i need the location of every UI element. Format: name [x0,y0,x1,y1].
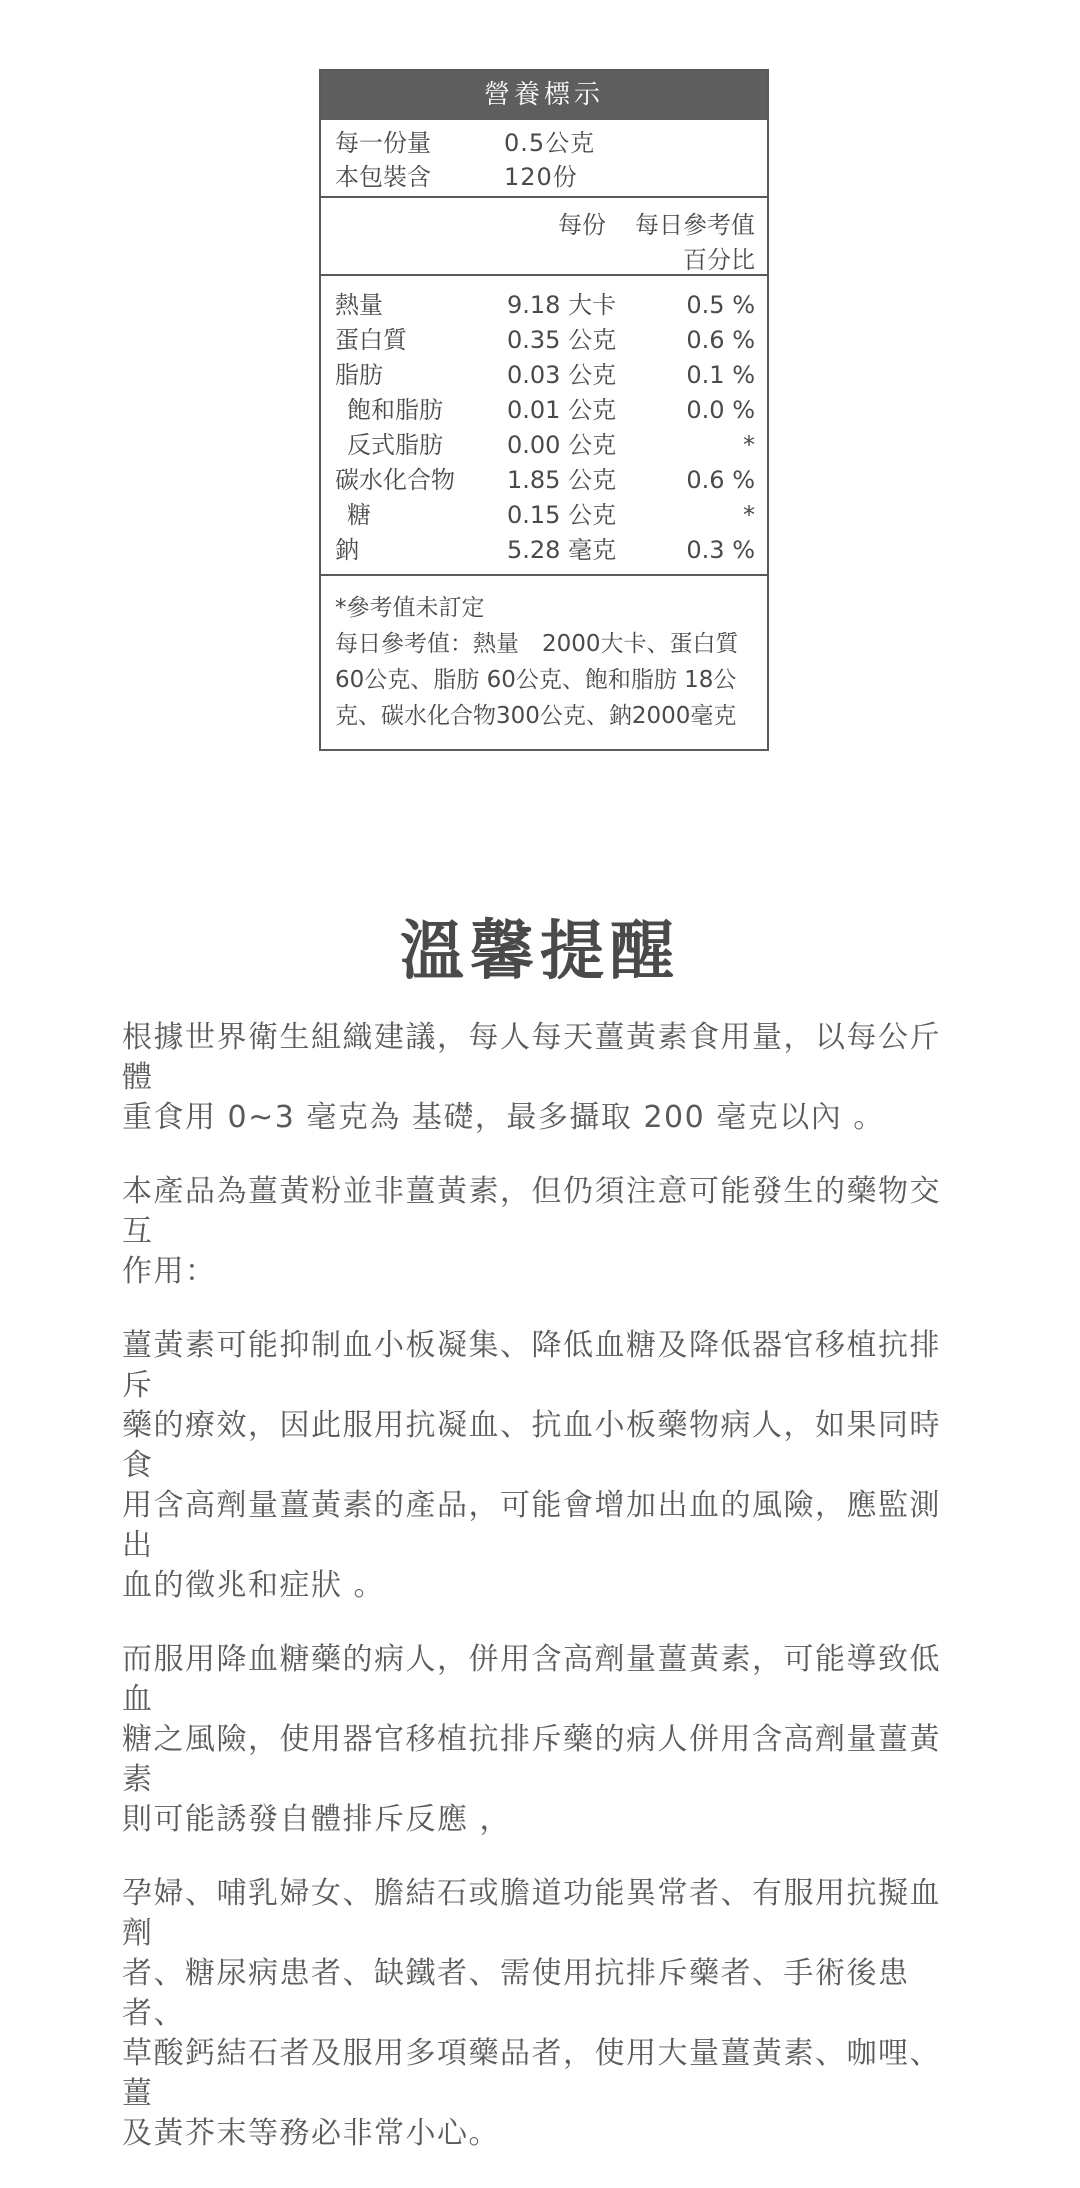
nutrient-name: 糖 [347,501,371,529]
nutrient-percent: 0.0 % [686,396,755,424]
footnote-line: 每日參考值：熱量 2000大卡、蛋白質 [335,631,739,657]
per-serving-header: 每份 [558,211,606,239]
reminder-paragraph [122,1640,964,1840]
nutrient-amount: 1.85 公克 [507,466,617,494]
serving-size-row [335,126,757,160]
nutrient-name: 飽和脂肪 [347,396,443,424]
nutrient-row-sodium [321,533,767,568]
reminder-body [122,1018,964,2188]
nutrient-percent: 0.6 % [686,466,755,494]
paragraph-line: 用含高劑量薑黃素的產品，可能會增加出血的風險，應監測出 [122,1488,941,1563]
footnote-line: 60公克、脂肪 60公克、飽和脂肪 18公 [335,667,737,693]
footnote-line: 克、碳水化合物300公克、鈉2000毫克 [335,703,737,729]
reminder-title: 溫馨提醒 [400,915,680,989]
nutrient-row-calories [321,288,767,323]
nutrient-list [321,276,767,576]
paragraph-line: 作用： [122,1254,217,1289]
paragraph-line: 重食用 0~3 毫克為 基礎，最多攝取 200 毫克以內 。 [122,1100,885,1135]
paragraph-line: 藥的療效，因此服用抗凝血、抗血小板藥物病人，如果同時食 [122,1408,941,1483]
serving-info [321,120,767,198]
reminder-paragraph [122,1018,964,1138]
nutrition-title: 營養標示 [321,71,767,120]
paragraph-line: 根據世界衛生組織建議，每人每天薑黃素食用量，以每公斤體 [122,1020,941,1095]
paragraph-line: 而服用降血糖藥的病人，併用含高劑量薑黃素，可能導致低血 [122,1642,941,1717]
nutrient-amount: 0.35 公克 [507,326,617,354]
servings-label: 本包裝含 [335,163,431,191]
daily-value-percent-header: 百分比 [683,246,755,274]
nutrient-percent: * [743,431,755,459]
nutrition-label [319,69,769,751]
nutrient-amount: 0.15 公克 [507,501,617,529]
nutrient-row-sugar [321,498,767,533]
nutrient-name: 反式脂肪 [347,431,443,459]
nutrient-row-saturated-fat [321,393,767,428]
nutrient-row-fat [321,358,767,393]
nutrient-percent: 0.6 % [686,326,755,354]
serving-size-value: 0.5公克 [504,129,596,157]
nutrient-row-protein [321,323,767,358]
paragraph-line: 則可能誘發自體排斥反應 ， [122,1802,512,1837]
reminder-paragraph [122,1874,964,2154]
nutrient-name: 鈉 [335,536,359,564]
footnote-line: *參考值未訂定 [335,595,485,621]
nutrient-row-carbohydrate [321,463,767,498]
reminder-paragraph [122,1326,964,1606]
paragraph-line: 草酸鈣結石者及服用多項藥品者，使用大量薑黃素、咖哩、薑 [122,2036,941,2111]
nutrient-amount: 0.00 公克 [507,431,617,459]
nutrient-name: 熱量 [335,291,383,319]
reminder-paragraph [122,1172,964,1292]
nutrient-percent: 0.5 % [686,291,755,319]
nutrient-row-trans-fat [321,428,767,463]
paragraph-line: 本產品為薑黃粉並非薑黃素，但仍須注意可能發生的藥物交互 [122,1174,941,1249]
nutrient-amount: 9.18 大卡 [507,291,617,319]
column-header [321,198,767,276]
nutrient-name: 脂肪 [335,361,383,389]
nutrient-name: 蛋白質 [335,326,407,354]
nutrient-amount: 0.01 公克 [507,396,617,424]
nutrient-amount: 0.03 公克 [507,361,617,389]
nutrition-footnote [321,576,767,734]
nutrient-percent: * [743,501,755,529]
servings-value: 120份 [504,163,578,191]
daily-value-header: 每日參考值 [635,211,755,239]
paragraph-line: 血的徵兆和症狀 。 [122,1568,386,1603]
nutrient-percent: 0.1 % [686,361,755,389]
nutrient-percent: 0.3 % [686,536,755,564]
paragraph-line: 者、糖尿病患者、缺鐵者、需使用抗排斥藥者、手術後患者、 [122,1956,910,2031]
paragraph-line: 及黃芥末等務必非常小心。 [122,2116,500,2151]
nutrient-amount: 5.28 毫克 [507,536,617,564]
nutrient-name: 碳水化合物 [335,466,455,494]
servings-row [335,160,757,194]
serving-size-label: 每一份量 [335,129,431,157]
paragraph-line: 糖之風險，使用器官移植抗排斥藥的病人併用含高劑量薑黃素 [122,1722,941,1797]
paragraph-line: 孕婦、哺乳婦女、膽結石或膽道功能異常者、有服用抗擬血劑 [122,1876,941,1951]
paragraph-line: 薑黃素可能抑制血小板凝集、降低血糖及降低器官移植抗排斥 [122,1328,941,1403]
